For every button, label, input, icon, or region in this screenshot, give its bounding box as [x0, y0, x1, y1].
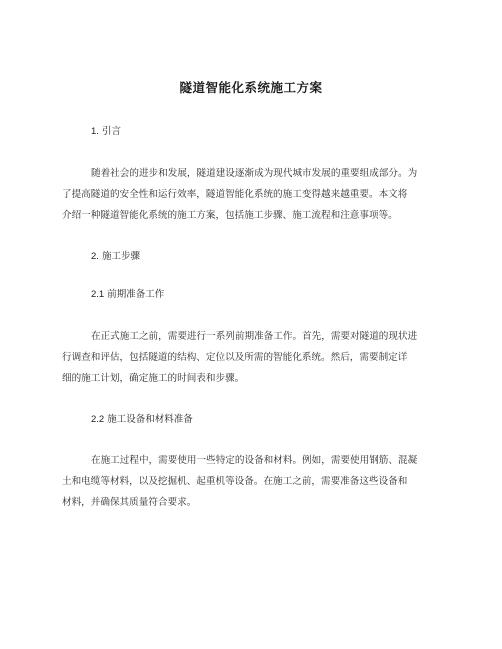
paragraph-preparation: [62, 326, 440, 389]
section-heading-text: 前期准备工作: [104, 289, 165, 300]
section-heading-text: 施工步骤: [98, 251, 140, 262]
paragraph-line: 随着社会的进步和发展，隧道建设逐渐成为现代城市发展的重要组成部分。为: [91, 168, 418, 179]
section-number: 2.2: [91, 414, 105, 425]
paragraph-line: 介绍一种隧道智能化系统的施工方案，包括施工步骤、施工流程和注意事项等。: [62, 210, 398, 221]
paragraph-equipment: [62, 450, 440, 513]
paragraph-line: 在施工过程中，需要使用一些特定的设备和材料。例如，需要使用钢筋、混凝: [91, 455, 418, 466]
paragraph-line: 细的施工计划，确定施工的时间表和步骤。: [62, 373, 245, 384]
section-heading-equipment: [91, 413, 193, 427]
section-number: 2.1: [91, 289, 105, 300]
paragraph-line: 行调查和评估，包括隧道的结构、定位以及所需的智能化系统。然后，需要制定详: [62, 352, 408, 363]
section-heading-text: 施工设备和材料准备: [104, 414, 193, 425]
paragraph-line: 了提高隧道的安全性和运行效率，隧道智能化系统的施工变得越来越重要。本文将: [62, 189, 408, 200]
paragraph-line: 土和电缆等材料，以及挖掘机、起重机等设备。在施工之前，需要准备这些设备和: [62, 476, 408, 487]
section-heading-steps: [91, 250, 140, 264]
section-heading-preparation: [91, 288, 164, 302]
paragraph-line: 材料，并确保其质量符合要求。: [62, 497, 197, 508]
section-heading-intro: [91, 125, 121, 139]
document-title: 隧道智能化系统施工方案: [179, 80, 323, 95]
paragraph-line: 在正式施工之前，需要进行一系列前期准备工作。首先，需要对隧道的现状进: [91, 331, 418, 342]
section-number: 1.: [91, 126, 99, 137]
section-heading-text: 引言: [98, 126, 121, 137]
section-number: 2.: [91, 251, 99, 262]
paragraph-intro: [62, 163, 440, 226]
